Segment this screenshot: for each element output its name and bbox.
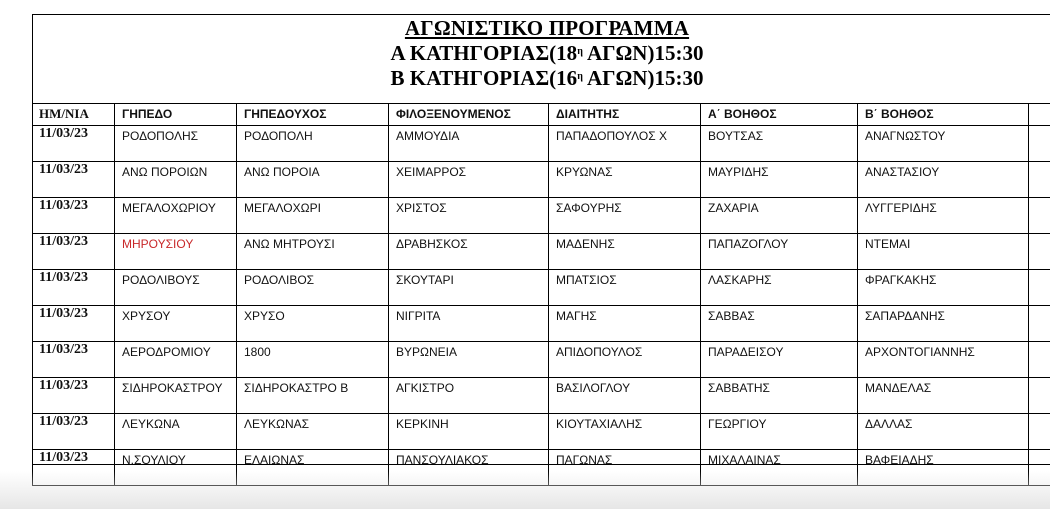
schedule-table (32, 103, 1050, 486)
cell-assistant2: ΑΝΑΣΤΑΣΙΟΥ (858, 162, 1029, 198)
cell-guest: ΧΕΙΜΑΡΡΟΣ (389, 162, 549, 198)
cell-venue: Ν.ΣΟΥΛΙΟΥ (115, 450, 237, 486)
header-venue: ΓΗΠΕΔΟ (115, 104, 237, 126)
table-row (33, 126, 1050, 162)
cell-extra (1029, 450, 1050, 486)
header-extra (1029, 104, 1050, 126)
cell-venue: ΣΙΔΗΡΟΚΑΣΤΡΟΥ (115, 378, 237, 414)
header-date: ΗΜ/ΝΙΑ (33, 104, 115, 126)
cell-owner: ΧΡΥΣΟ (237, 306, 389, 342)
category-b-sup: η (577, 71, 583, 82)
cell-assistant2: ΦΡΑΓΚΑΚΗΣ (858, 270, 1029, 306)
table-row (33, 450, 1050, 486)
cell-assistant2: ΝΤΕΜΑΙ (858, 234, 1029, 270)
cell-extra (1029, 342, 1050, 378)
cell-referee: ΜΑΔΕΝΗΣ (549, 234, 701, 270)
cell-date: 11/03/23 (33, 414, 115, 450)
page-title (33, 17, 1050, 40)
cell-referee: ΣΑΦΟΥΡΗΣ (549, 198, 701, 234)
cell-guest: ΑΓΚΙΣΤΡΟ (389, 378, 549, 414)
cell-assistant1: ΖΑΧΑΡΙΑ (701, 198, 858, 234)
cell-assistant2: ΑΝΑΓΝΩΣΤΟΥ (858, 126, 1029, 162)
cell-owner: ΣΙΔΗΡΟΚΑΣΤΡΟ Β (237, 378, 389, 414)
cell-assistant2: ΣΑΠΑΡΔΑΝΗΣ (858, 306, 1029, 342)
category-a-sup: η (577, 46, 583, 57)
cell-guest: ΚΕΡΚΙΝΗ (389, 414, 549, 450)
cell-owner: ΑΝΩ ΜΗΤΡΟΥΣΙ (237, 234, 389, 270)
cell-extra (1029, 378, 1050, 414)
cell-owner: ΕΛΑΙΩΝΑΣ (237, 450, 389, 486)
header-referee: ΔΙΑΙΤΗΤΗΣ (549, 104, 701, 126)
table-row (33, 162, 1050, 198)
cell-assistant2: ΛΥΓΓΕΡΙΔΗΣ (858, 198, 1029, 234)
cell-venue: ΑΕΡΟΔΡΟΜΙΟΥ (115, 342, 237, 378)
cell-assistant1: ΜΙΧΑΛΑΙΝΑΣ (701, 450, 858, 486)
cell-owner: ΛΕΥΚΩΝΑΣ (237, 414, 389, 450)
cell-extra (1029, 414, 1050, 450)
category-a-line (33, 40, 1050, 65)
cell-guest: ΧΡΙΣΤΟΣ (389, 198, 549, 234)
header-assistant2: Β΄ ΒΟΗΘΟΣ (858, 104, 1029, 126)
cell-assistant2: ΜΑΝΔΕΛΑΣ (858, 378, 1029, 414)
cell-extra (1029, 198, 1050, 234)
table-row (33, 342, 1050, 378)
schedule-frame (32, 14, 1050, 465)
cell-referee: ΚΙΟΥΤΑΧΙΑΛΗΣ (549, 414, 701, 450)
table-row (33, 198, 1050, 234)
cell-owner: ΡΟΔΟΠΟΛΗ (237, 126, 389, 162)
cell-owner: ΜΕΓΑΛΟΧΩΡΙ (237, 198, 389, 234)
cell-assistant1: ΣΑΒΒΑΤΗΣ (701, 378, 858, 414)
cell-venue: ΑΝΩ ΠΟΡΟΙΩΝ (115, 162, 237, 198)
category-b-line (33, 65, 1050, 90)
header-guest: ΦΙΛΟΞΕΝΟΥΜΕΝΟΣ (389, 104, 549, 126)
cell-extra (1029, 162, 1050, 198)
cell-referee: ΜΠΑΤΣΙΟΣ (549, 270, 701, 306)
cell-date: 11/03/23 (33, 234, 115, 270)
table-row (33, 270, 1050, 306)
cell-extra (1029, 234, 1050, 270)
page-title-text: ΑΓΩΝΙΣΤΙΚΟ ΠΡΟΓΡΑΜΜΑ (404, 16, 690, 40)
cell-referee: ΚΡΥΩΝΑΣ (549, 162, 701, 198)
cell-referee: ΠΑΠΑΔΟΠΟΥΛΟΣ Χ (549, 126, 701, 162)
header-row (33, 104, 1050, 126)
cell-referee: ΑΠΙΔΟΠΟΥΛΟΣ (549, 342, 701, 378)
cell-assistant1: ΒΟΥΤΣΑΣ (701, 126, 858, 162)
cell-assistant1: ΠΑΡΑΔΕΙΣΟΥ (701, 342, 858, 378)
cell-guest: ΒΥΡΩΝΕΙΑ (389, 342, 549, 378)
category-a-prefix: Α ΚΑΤΗΓΟΡΙΑΣ(18 (390, 41, 578, 65)
category-b-suffix: ΑΓΩΝ)15:30 (582, 66, 704, 90)
table-row (33, 306, 1050, 342)
cell-owner: ΡΟΔΟΛΙΒΟΣ (237, 270, 389, 306)
cell-venue: ΛΕΥΚΩΝΑ (115, 414, 237, 450)
cell-date: 11/03/23 (33, 378, 115, 414)
cell-assistant2: ΒΑΦΕΙΑΔΗΣ (858, 450, 1029, 486)
cell-referee: ΜΑΓΗΣ (549, 306, 701, 342)
table-row (33, 378, 1050, 414)
title-block (33, 15, 1050, 103)
cell-date: 11/03/23 (33, 306, 115, 342)
header-owner: ΓΗΠΕΔΟΥΧΟΣ (237, 104, 389, 126)
cell-guest: ΑΜΜΟΥΔΙΑ (389, 126, 549, 162)
cell-extra (1029, 270, 1050, 306)
cell-guest: ΔΡΑΒΗΣΚΟΣ (389, 234, 549, 270)
cell-venue: ΜΗΡΟΥΣΙΟΥ (115, 234, 237, 270)
cell-assistant1: ΜΑΥΡΙΔΗΣ (701, 162, 858, 198)
cell-guest: ΣΚΟΥΤΑΡΙ (389, 270, 549, 306)
cell-date: 11/03/23 (33, 198, 115, 234)
cell-date: 11/03/23 (33, 126, 115, 162)
cell-guest: ΝΙΓΡΙΤΑ (389, 306, 549, 342)
cell-assistant2: ΔΑΛΛΑΣ (858, 414, 1029, 450)
table-row (33, 414, 1050, 450)
category-b-prefix: Β ΚΑΤΗΓΟΡΙΑΣ(16 (390, 66, 578, 90)
cell-guest: ΠΑΝΣΟΥΛΙΑΚΟΣ (389, 450, 549, 486)
schedule-rows (33, 126, 1050, 486)
cell-venue: ΡΟΔΟΠΟΛΗΣ (115, 126, 237, 162)
header-assistant1: Α΄ ΒΟΗΘΟΣ (701, 104, 858, 126)
cell-venue: ΧΡΥΣΟΥ (115, 306, 237, 342)
cell-referee: ΒΑΣΙΛΟΓΛΟΥ (549, 378, 701, 414)
cell-extra (1029, 306, 1050, 342)
cell-referee: ΠΑΓΩΝΑΣ (549, 450, 701, 486)
cell-date: 11/03/23 (33, 162, 115, 198)
cell-date: 11/03/23 (33, 270, 115, 306)
cell-date: 11/03/23 (33, 342, 115, 378)
cell-assistant2: ΑΡΧΟΝΤΟΓΙΑΝΝΗΣ (858, 342, 1029, 378)
cell-owner: ΑΝΩ ΠΟΡΟΙΑ (237, 162, 389, 198)
cell-assistant1: ΓΕΩΡΓΙΟΥ (701, 414, 858, 450)
cell-assistant1: ΛΑΣΚΑΡΗΣ (701, 270, 858, 306)
cell-assistant1: ΠΑΠΑΖΟΓΛΟΥ (701, 234, 858, 270)
category-a-suffix: ΑΓΩΝ)15:30 (582, 41, 704, 65)
cell-owner: 1800 (237, 342, 389, 378)
cell-venue: ΜΕΓΑΛΟΧΩΡΙΟΥ (115, 198, 237, 234)
cell-extra (1029, 126, 1050, 162)
table-row (33, 234, 1050, 270)
cell-date: 11/03/23 (33, 450, 115, 486)
cell-assistant1: ΣΑΒΒΑΣ (701, 306, 858, 342)
cell-venue: ΡΟΔΟΛΙΒΟΥΣ (115, 270, 237, 306)
